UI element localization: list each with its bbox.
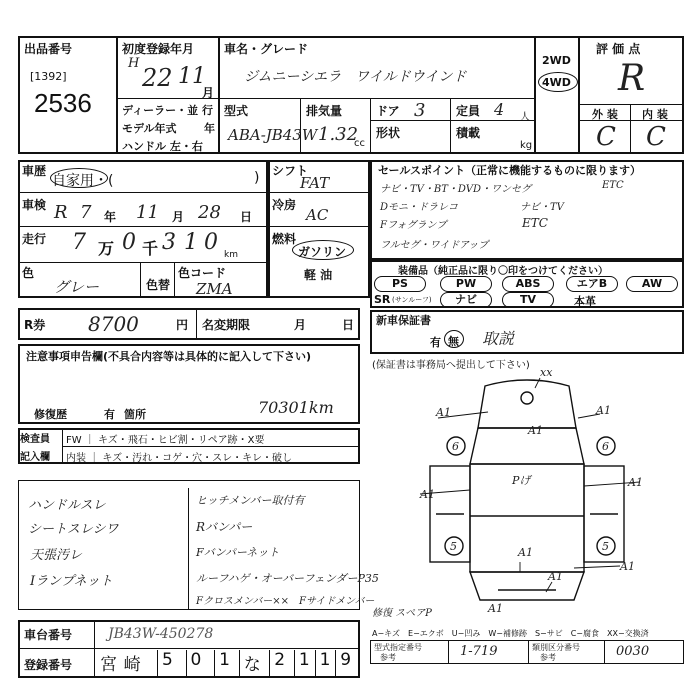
mileage-label: 走行: [22, 232, 47, 246]
warranty-note: 取説: [482, 329, 515, 348]
color-value: グレー: [54, 278, 100, 296]
drive-4wd: 4WD: [542, 76, 571, 89]
repair-have: 有: [104, 408, 115, 421]
diagram-mark-12: 6: [602, 440, 609, 453]
diagram-mark-9: A1: [548, 570, 563, 583]
equip-navi: ナビ: [440, 292, 492, 308]
diagram-mark-8: A1: [488, 602, 503, 615]
inspection-year: 7: [80, 202, 92, 223]
exterior-label: 外 装: [592, 108, 618, 121]
dealer-label: ディーラー・並 行: [122, 104, 213, 117]
shift-value: FAT: [300, 174, 330, 192]
model-code: ABA-JB43W: [228, 126, 318, 144]
diagram-mark-4: A1: [420, 488, 435, 501]
mileage-man: 万: [98, 239, 115, 258]
diagram-mark-7: A1: [620, 560, 635, 573]
equip-airbag: エアB: [566, 276, 618, 292]
shift-label: シフト: [272, 164, 309, 178]
mileage-sen: 千: [142, 239, 159, 258]
codes-ref-1: 参考: [380, 653, 396, 662]
equip-abs: ABS: [502, 276, 554, 292]
remark-1: ハンドルスレ: [28, 498, 106, 513]
equipment-label: 装備品（純正品に限り〇印をつけてください）: [398, 266, 608, 277]
warranty-have: 有: [430, 336, 441, 349]
first-reg-year: 22: [142, 64, 173, 92]
reg-char: 1: [294, 650, 315, 676]
diagram-mark-10: xx: [540, 366, 553, 379]
score-label: 評 価 点: [596, 42, 641, 56]
reg-char: な: [239, 650, 270, 676]
load-label: 積載: [456, 126, 481, 140]
remark-6: Rバンパー: [196, 520, 253, 534]
remark-2: シートスレシワ: [28, 522, 119, 537]
diagram-mark-13: 5: [450, 540, 457, 553]
color-code: ZMA: [196, 280, 233, 298]
notes-label: 注意事項申告欄(不具合内容等は具体的に記入して下さい): [26, 350, 312, 363]
car-name: ジムニーシエラ ワイルドウインド: [244, 69, 467, 85]
fuel-gasoline: ガソリン: [298, 245, 347, 259]
door-label: ドア: [376, 104, 400, 118]
codes-legend: A−キズ E−エクボ U−凹み W−補修跡 S−サビ C−腐食 XX−交換済: [372, 629, 649, 638]
handle-label: ハンドル 左・右: [122, 140, 203, 153]
person-unit: 人: [520, 112, 530, 123]
mileage-km: km: [224, 250, 238, 260]
cc-unit: cc: [354, 138, 365, 149]
inspection-year-unit: 年: [104, 210, 117, 224]
codes-class-label: 類別区分番号: [532, 643, 580, 652]
mileage-d1: 7: [72, 230, 86, 255]
lot-number: 2536: [34, 88, 92, 118]
fuel-label: 燃料: [272, 232, 297, 246]
recycle-date-label: 名変期限: [202, 318, 251, 332]
history-close: ): [254, 170, 260, 186]
equip-leather: 本革: [574, 295, 596, 308]
kg-unit: kg: [520, 140, 533, 151]
sales-point-5: ナビ・TV: [520, 202, 564, 213]
reg-char: 崎: [123, 655, 141, 675]
inspection-day: 28: [198, 202, 221, 223]
displacement: 1.32: [318, 124, 359, 145]
repair-label: 修復歴: [34, 408, 67, 421]
history-label: 車歴: [22, 164, 47, 178]
reg-char: 2: [269, 650, 294, 676]
diagram-mark-14: 5: [602, 540, 609, 553]
capacity: 4: [494, 100, 505, 119]
remark-4: Iランプネット: [30, 574, 113, 589]
inspector-label-1: 検査員: [20, 434, 50, 445]
reg-char: 1: [315, 650, 336, 676]
sales-points-label: セールスポイント（正常に機能するものに限ります）: [378, 164, 642, 177]
remark-10: 修復 スペアP: [372, 608, 432, 619]
inspection-label: 車検: [22, 198, 47, 212]
reg-char: 1: [214, 650, 239, 676]
chassis-label: 車台番号: [24, 628, 73, 642]
warranty-label: 新車保証書: [376, 314, 431, 327]
equip-pw: PW: [440, 276, 492, 292]
mileage-d5: 0: [204, 230, 218, 255]
doors: 3: [414, 100, 426, 121]
notes-mileage: 70301km: [258, 398, 334, 417]
color-label: 色: [22, 266, 35, 280]
diagram-mark-5: A1: [628, 476, 643, 489]
registration-chars: [100, 650, 356, 676]
drive-2wd: 2WD: [542, 54, 571, 67]
lot-label: 出品番号: [24, 42, 73, 56]
mileage-d4: 1: [184, 230, 198, 255]
sales-point-4: Fフォグランプ: [380, 220, 447, 231]
warranty-caption: (保証書は事務局へ提出して下さい): [372, 360, 530, 371]
reg-char: 9: [335, 650, 356, 676]
aircon-label: 冷房: [272, 198, 297, 212]
history-circle: [50, 168, 108, 188]
diagram-mark-1: A1: [436, 406, 451, 419]
lot-sub: [1392]: [30, 70, 67, 83]
remark-7: Fバンパーネット: [196, 546, 280, 559]
fuel-light-oil: 軽 油: [304, 268, 333, 282]
car-name-label: 車名・グレード: [224, 42, 309, 56]
diagram-mark-11: 6: [452, 440, 459, 453]
codes-ref-2: 参考: [540, 653, 556, 662]
recycle-box: [18, 308, 360, 340]
model-year-label: モデル年式: [122, 122, 177, 135]
remark-8: ルーフハゲ・オーバーフェンダーP35: [196, 572, 379, 585]
recycle-day: 日: [342, 318, 355, 332]
color-code-label: 色コード: [178, 266, 227, 280]
capacity-label: 定員: [456, 104, 481, 118]
reg-char: 宮: [100, 655, 117, 675]
recycle-label: R券: [24, 318, 46, 332]
warranty-none: 無: [448, 335, 459, 348]
recycle-month: 月: [294, 318, 307, 332]
registration-label: 登録番号: [24, 658, 73, 672]
diagram-mark-2: A1: [528, 424, 543, 437]
repair-place: 箇所: [124, 408, 146, 421]
remark-5: ヒッチメンバー取付有: [196, 494, 305, 507]
history-value: 自家用・(: [52, 173, 114, 189]
sales-point-6: ETC: [522, 216, 548, 230]
inspection-day-unit: 日: [240, 210, 253, 224]
car-diagram: [370, 366, 684, 616]
first-reg-label: 初度登録年月: [122, 42, 195, 56]
diagram-mark-3: A1: [596, 404, 611, 417]
aircon-value: AC: [306, 206, 329, 224]
remark-9: Fクロスメンバー×× Fサイドメンバー: [196, 596, 375, 607]
interior-grade: C: [646, 122, 666, 152]
sales-point-1: ナビ・TV・BT・DVD・ワンセグ: [380, 184, 531, 195]
sales-point-7: フルセグ・ワイドアップ: [380, 240, 489, 251]
inspection-month-unit: 月: [172, 210, 185, 224]
equip-ps: PS: [374, 276, 426, 292]
mileage-d2: 0: [122, 230, 136, 255]
remark-3: 天張汚レ: [30, 548, 83, 563]
mileage-d3: 3: [162, 230, 176, 255]
sales-point-3: Dモニ・ドラレコ: [380, 202, 459, 213]
recycle-yen: 円: [176, 318, 189, 332]
year-unit: 年: [204, 122, 215, 135]
inspector-label-2: 記入欄: [20, 452, 50, 463]
equip-aw: AW: [626, 276, 678, 292]
diagram-mark-15: Pげ: [512, 474, 531, 487]
recycle-amount: 8700: [88, 312, 139, 336]
interior-label: 内 装: [642, 108, 668, 121]
codes-type-value: 1-719: [460, 644, 498, 659]
reg-char: 5: [157, 650, 186, 676]
sales-point-2: ETC: [602, 180, 624, 191]
month-unit: 月: [202, 86, 215, 100]
model-label: 型式: [224, 104, 249, 118]
score: R: [618, 58, 646, 99]
inspector-row-1: FW ｜ キズ・飛石・ヒビ割・リペア跡・X要: [66, 435, 265, 446]
codes-class-value: 0030: [616, 644, 650, 659]
chassis-value: JB43W-450278: [108, 626, 214, 642]
codes-type-label: 型式指定番号: [374, 643, 422, 652]
color-type-label: 色替: [146, 278, 171, 292]
inspection-month: 11: [136, 202, 159, 223]
equip-sr: SR: [374, 293, 391, 306]
first-reg-month: 11: [178, 64, 206, 89]
shape-label: 形状: [376, 126, 401, 140]
equip-sr-note: (サンルーフ): [392, 296, 432, 304]
equip-tv: TV: [502, 292, 554, 308]
displacement-label: 排気量: [306, 104, 343, 118]
inspector-row-2: 内装 ｜ キズ・汚れ・コゲ・穴・スレ・キレ・破し: [66, 453, 293, 464]
exterior-grade: C: [596, 122, 616, 152]
first-reg-era: H: [128, 56, 140, 71]
diagram-mark-6: A1: [518, 546, 533, 559]
inspection-era: R: [54, 202, 68, 223]
reg-char: 0: [186, 650, 215, 676]
